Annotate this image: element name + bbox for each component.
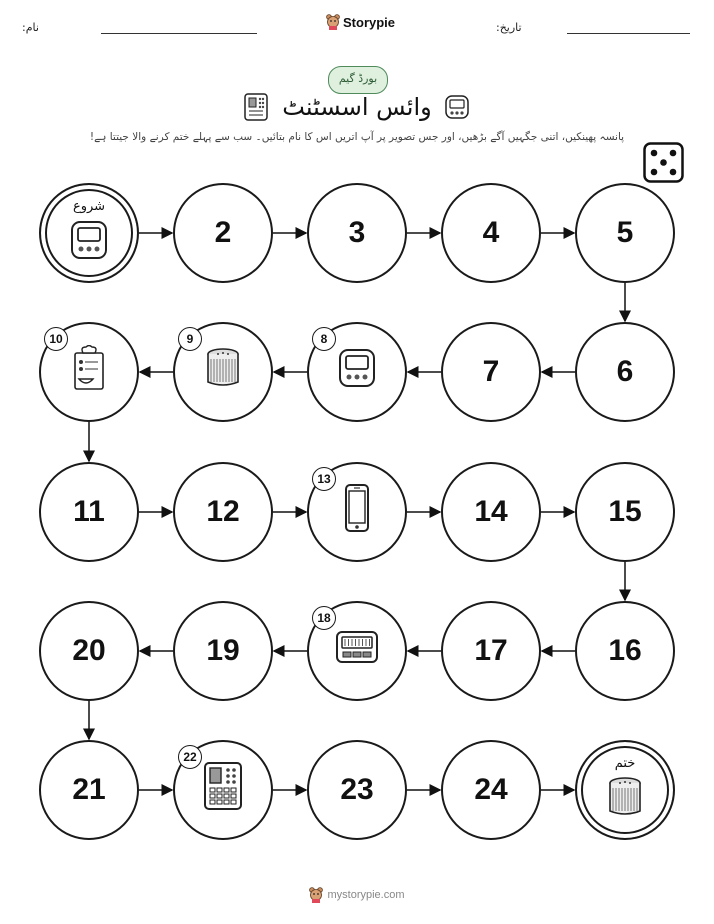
board-space[interactable] — [39, 740, 139, 840]
board-space[interactable] — [39, 322, 139, 422]
space-number-badge: 22 — [178, 745, 202, 769]
space-number: 16 — [608, 634, 642, 667]
page-title: وائس اسسٹنٹ — [282, 93, 432, 121]
board-space[interactable] — [441, 601, 541, 701]
space-number: 11 — [73, 495, 105, 528]
board-space[interactable] — [307, 601, 407, 701]
bear-icon — [309, 887, 323, 903]
space-number: 23 — [340, 773, 374, 806]
board-space[interactable] — [173, 183, 273, 283]
smart-display-icon — [69, 219, 109, 269]
logo-text: Storypie — [343, 14, 396, 30]
space-number: 24 — [474, 773, 508, 806]
space-number: 20 — [72, 634, 106, 667]
board-space[interactable] — [441, 183, 541, 283]
space-number: 15 — [608, 495, 642, 528]
board-space[interactable] — [575, 601, 675, 701]
start-label: شروع — [72, 199, 106, 214]
board-space[interactable] — [39, 601, 139, 701]
board-space[interactable] — [441, 322, 541, 422]
board-space[interactable] — [307, 462, 407, 562]
space-number-badge: 10 — [44, 327, 68, 351]
board-space[interactable] — [307, 740, 407, 840]
space-number: 14 — [474, 495, 508, 528]
instructions: پانسہ پھینکیں، اتنی جگہیں آگے بڑھیں، اور جس تصویر پر آپ اتریں اس کا نام بتائیں۔ سب سے پہلے ختم کرنے والا جیتتا ہے! — [89, 131, 625, 143]
space-number-badge: 13 — [312, 467, 336, 491]
space-number: 6 — [616, 355, 634, 388]
smart-speaker-icon — [605, 775, 645, 827]
board-space[interactable] — [307, 322, 407, 422]
board-space[interactable] — [575, 183, 675, 283]
space-number: 19 — [206, 634, 240, 667]
footer-url: mystorypie.com — [327, 889, 405, 901]
space-number: 4 — [482, 216, 500, 249]
start-space[interactable] — [39, 183, 139, 283]
board-space[interactable] — [307, 183, 407, 283]
board-space[interactable] — [39, 462, 139, 562]
space-number: 3 — [348, 216, 366, 249]
radio-device-icon — [334, 629, 380, 673]
space-number-badge: 8 — [312, 327, 336, 351]
space-number: 7 — [482, 355, 500, 388]
space-number: 2 — [214, 216, 232, 249]
smartphone-icon — [343, 483, 371, 541]
space-number: 5 — [616, 216, 634, 249]
space-number: 12 — [206, 495, 240, 528]
game-type-badge: بورڈ گیم — [328, 66, 388, 94]
board-space[interactable] — [575, 462, 675, 562]
space-number-badge: 9 — [178, 327, 202, 351]
board-space[interactable] — [575, 322, 675, 422]
board-space[interactable] — [441, 740, 541, 840]
space-number-badge: 18 — [312, 606, 336, 630]
space-number: 17 — [474, 634, 508, 667]
board-space[interactable] — [441, 462, 541, 562]
space-number: 21 — [72, 773, 106, 806]
board-space[interactable] — [173, 322, 273, 422]
date-label: تاریخ: — [496, 21, 522, 34]
smart-speaker-icon — [203, 346, 243, 398]
recipe-card-icon — [70, 345, 108, 399]
footer — [0, 887, 714, 903]
finish-space[interactable] — [575, 740, 675, 840]
name-label: نام: — [22, 21, 39, 34]
control-panel-icon — [202, 761, 244, 819]
smart-display-icon — [337, 347, 377, 397]
finish-label: ختم — [614, 756, 636, 771]
board-space[interactable] — [173, 462, 273, 562]
board-space[interactable] — [173, 601, 273, 701]
board-space[interactable] — [173, 740, 273, 840]
